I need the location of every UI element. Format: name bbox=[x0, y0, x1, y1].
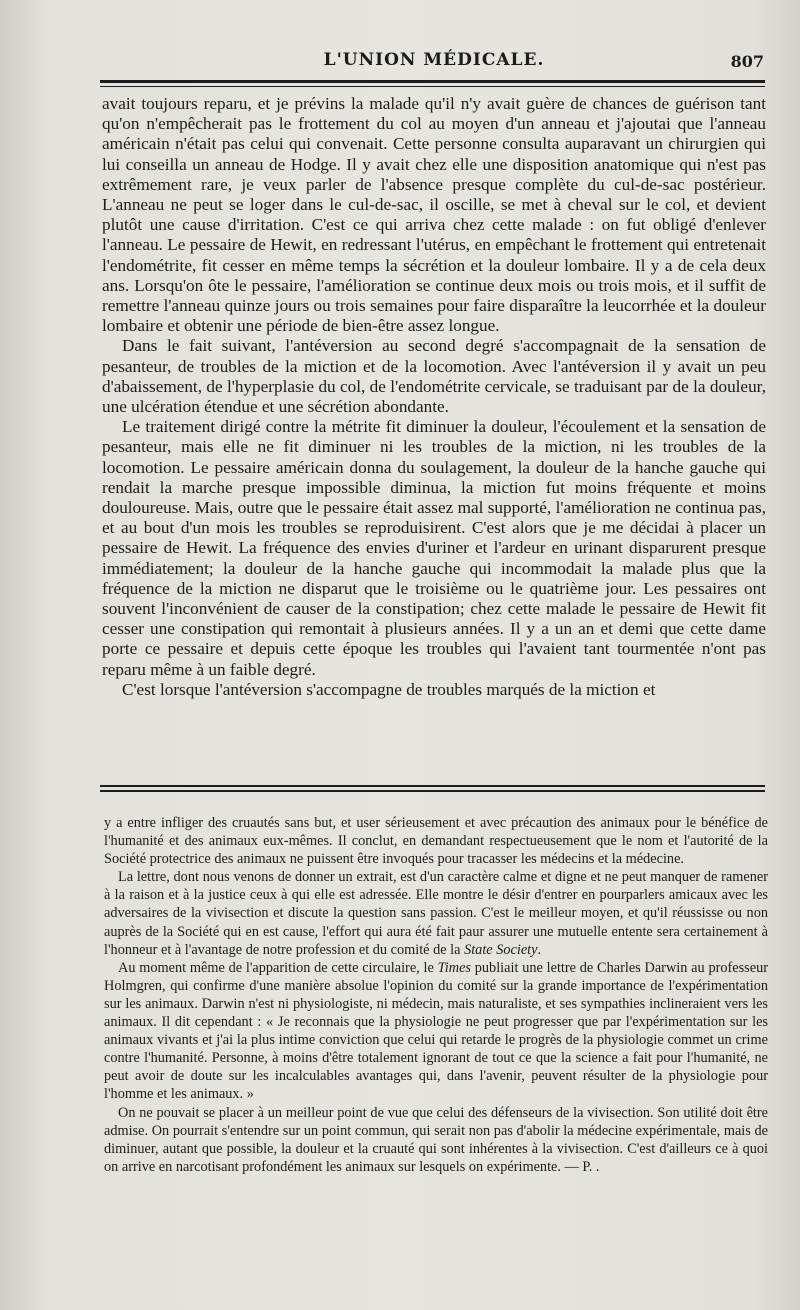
footnote-paragraph-3-text: publiait une lettre de Charles Darwin au professeur Holmgren, qui confirme d'une manière absolue l'opinion du comité sur la grande importance de l'expérimentation sur les animaux. Darwin n'est ni physiologiste, ni médecin, mais naturaliste, et ses sympathies inclineraient vers les animaux. Il dit cependant : « Je reconnais que la physiologie ne peut progresser que par l'expérimentation sur les animaux vivants et j'ai la plus intime conviction que celui qui retarde le progrès de la physiologie commet un crime contre l'humanité. Personne, à moins d'être totalement ignorant de tout ce que la science a fait pour l'humanité, ne peut avoir de doute sur les incalculables avantages qui, dans l'avenir, peuvent résulter de la physiologie pour l'homme et les animaux. » bbox=[104, 959, 768, 1103]
body-paragraph-1: avait toujours reparu, et je prévins la malade qu'il n'y avait guère de chances de guérison tant qu'on n'empêcherait pas le frottement du col au moyen d'un anneau et j'ajoutai que l'anneau américain n'était pas celui qui convenait. Cette personne consulta auparavant un chirurgien qui lui conseilla un anneau de Hodge. Il y avait chez elle une disposition anatomique qui n'est pas extrêmement rare, je veux parler de l'absence presque complète du cul-de-sac postérieur. L'anneau ne peut se loger dans le cul-de-sac, il oscille, se met à cheval sur le col, et devient plutôt une cause d'irritation. C'est ce qui arriva chez cette malade : on fut obligé d'enlever l'anneau. Le pessaire de Hewit, en redressant l'utérus, en empêchant le frottement qui entretenait l'endométrite, fit cesser en même temps la sécrétion et la douleur lombaire. Il y a de cela deux ans. Lorsqu'on ôte le pessaire, l'amélioration se continue deux mois ou trois mois, et il suffit de remettre l'anneau quinze jours ou trois semaines pour faire disparaître la leucorrhée et la douleur lombaire et obtenir une période de bien-être assez longue. bbox=[102, 94, 766, 336]
main-body bbox=[102, 94, 766, 700]
journal-title: L'UNION MÉDICALE. bbox=[323, 50, 545, 70]
footnote-section bbox=[104, 814, 768, 1176]
header-rule-thick bbox=[100, 80, 765, 83]
state-society-italic: State Society bbox=[464, 941, 538, 958]
times-italic: Times bbox=[437, 959, 471, 976]
footnote-paragraph-2-end: . bbox=[537, 941, 542, 958]
page-header bbox=[100, 48, 768, 76]
footnote-separator-bottom bbox=[100, 790, 765, 792]
footnote-paragraph-3 bbox=[104, 959, 768, 1104]
footnote-paragraph-1: y a entre infliger des cruautés sans but, et user sérieusement et avec précaution des animaux pour le bénéfice de l'humanité et des animaux eux-mêmes. Il conclut, en demandant respectueusement que le nom et l'autorité de la Société protectrice des animaux ne puissent être invoqués pour tracasser les médecins et la médecine. bbox=[104, 815, 768, 868]
body-paragraph-2: Dans le fait suivant, l'antéversion au second degré s'accompagnait de la sensation de pesanteur, de troubles de la miction et de la locomotion. Avec l'antéversion il y avait un peu d'abaissement, de l'hyperplasie du col, de l'endométrite cervicale, se traduisant par de la douleur, une ulcération étendue et une sécrétion abondante. bbox=[102, 336, 766, 417]
body-paragraph-4: C'est lorsque l'antéversion s'accompagne de troubles marqués de la miction et bbox=[122, 679, 656, 699]
footnote-paragraph-3-start: Au moment même de l'apparition de cette circulaire, le bbox=[118, 959, 438, 976]
page-number: 807 bbox=[730, 52, 764, 71]
footnote-paragraph-4: On ne pouvait se placer à un meilleur point de vue que celui des défenseurs de la vivisection. Son utilité doit être admise. On pourrait s'entendre sur un point commun, qui serait non pas d'abolir la médecine expérimentale, mais de diminuer, autant que possible, la douleur et la cruauté qui sont inhérentes à la vivisection. C'est d'ailleurs ce à quoi on arrive en narcotisant profondément les animaux sur lesquels on expérimente. — P. . bbox=[104, 1104, 768, 1175]
footnote-paragraph-2-text: La lettre, dont nous venons de donner un extrait, est d'un caractère calme et digne et ne peut manquer de ramener à la raison et à la justice ceux à qui elle est adressée. Elle montre le désir d'entrer en pourparlers amicaux avec les adversaires de la vivisection et discute la question sans passion. C'est le meilleur moyen, et qu'il réussisse ou non auprès de la Société qui en est cause, l'effort qui aura été fait paur assurer une mutuelle entente sera certainement à l'honneur et à l'avantage de notre profession et du comité de la bbox=[104, 869, 768, 958]
footnote-separator-top bbox=[100, 785, 765, 787]
footnote-paragraph-2 bbox=[104, 868, 768, 958]
body-paragraph-3: Le traitement dirigé contre la métrite fit diminuer la douleur, l'écoulement et la sensation de pesanteur, mais elle ne fit diminuer ni les troubles de la miction, ni les troubles de la locomotion. Le pessaire américain donna du soulagement, la douleur de la hanche gauche qui rendait la marche presque impossible diminua, la miction fut moins fréquente et moins douloureuse. Mais, outre que le pessaire était assez mal supporté, l'amélioration ne continua pas, et au bout d'un mois les troubles se reproduisirent. C'est alors que je me décidai à placer un pessaire de Hewit. La fréquence des envies d'uriner et l'ardeur en urinant disparurent presque immédiatement; la douleur de la hanche gauche qui incommodait la malade plus que la fréquence de la miction ne disparut que le troisième ou le quatrième jour. Les pessaires ont souvent l'inconvénient de causer de la constipation; chez cette malade le pessaire de Hewit fit cesser une constipation qui remontait à plusieurs années. Il y a un an et demi que cette dame porte ce pessaire et depuis cette époque les troubles qui l'avaient tant tourmentée n'ont pas reparu même à un faible degré. bbox=[102, 417, 766, 679]
header-rule-thin bbox=[100, 86, 765, 87]
